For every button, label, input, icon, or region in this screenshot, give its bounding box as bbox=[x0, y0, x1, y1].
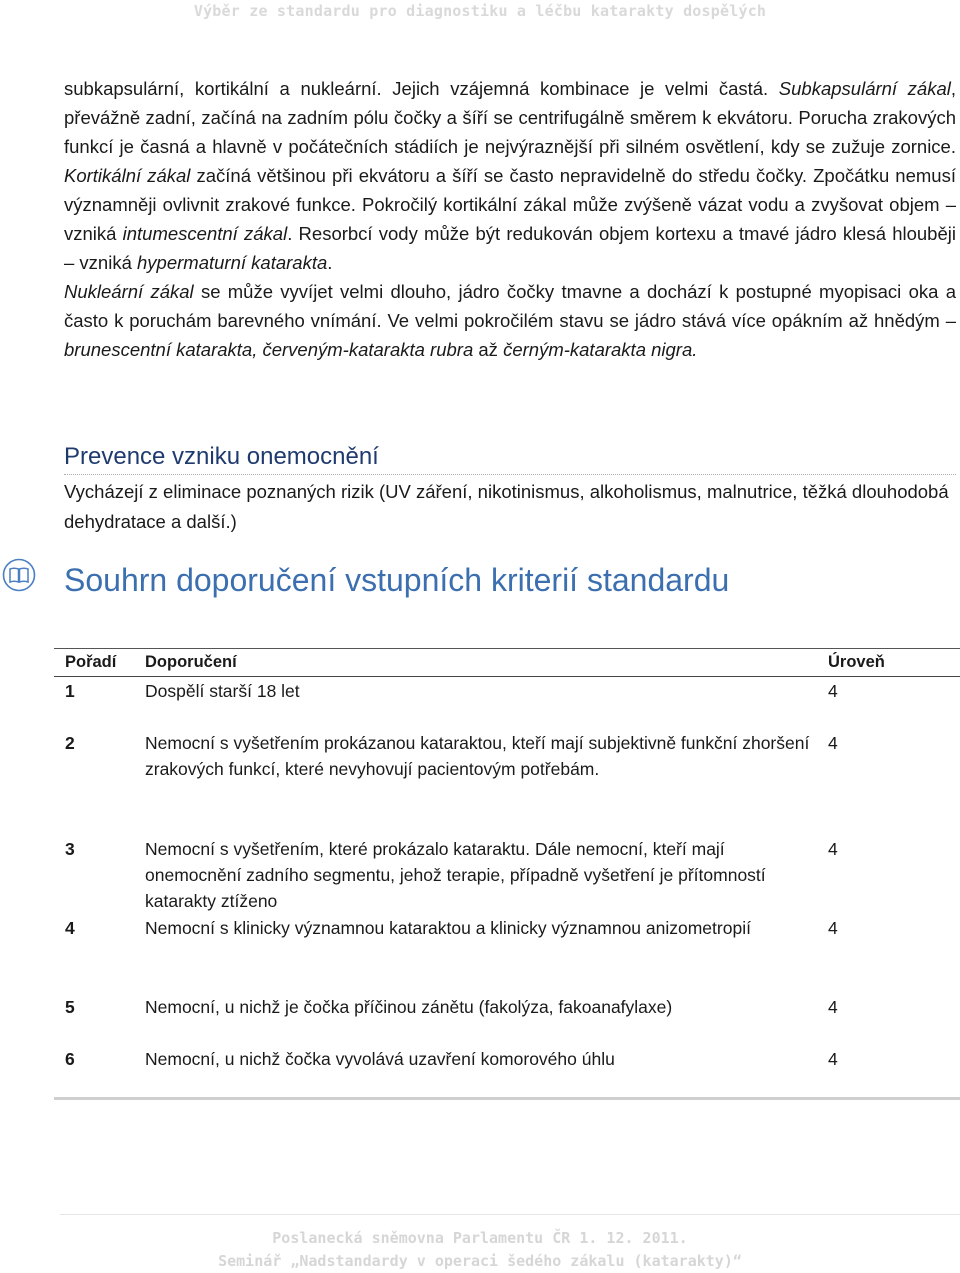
row-level: 4 bbox=[828, 918, 838, 938]
term-nigra: černým-katarakta nigra. bbox=[503, 339, 698, 360]
row-text: Nemocní s vyšetřením prokázanou kataraktou, kteří mají subjektivně funkční zhoršení zrakových funkcí, které nevyhovují pacientovým potřebám. bbox=[145, 733, 810, 779]
footer-divider bbox=[60, 1214, 960, 1215]
row-number: 3 bbox=[65, 839, 75, 859]
term-nuklearni: Nukleární zákal bbox=[64, 281, 194, 302]
row-number: 2 bbox=[65, 733, 75, 753]
section-divider bbox=[64, 474, 956, 475]
row-text: Nemocní s klinicky významnou kataraktou a klinicky významnou anizometropií bbox=[145, 918, 751, 938]
row-number: 5 bbox=[65, 997, 75, 1017]
row-level: 4 bbox=[828, 997, 838, 1017]
column-header-recommendation: Doporučení bbox=[145, 653, 237, 671]
footer-line-2: Seminář „Nadstandardy v operaci šedého zákalu (katarakty)“ bbox=[218, 1252, 742, 1270]
text-span: . Resorbcí vody může být redukován objem kortexu a tmavé jádro klesá hlouběji – vzniká bbox=[64, 223, 956, 273]
column-header-level: Úroveň bbox=[828, 653, 885, 671]
footer-line-1: Poslanecká sněmovna Parlamentu ČR 1. 12. 2011. bbox=[272, 1229, 688, 1247]
term-intumescentni: intumescentní zákal bbox=[122, 223, 288, 244]
row-level: 4 bbox=[828, 733, 838, 753]
text-span: se může vyvíjet velmi dlouho, jádro čočky tmavne a dochází k postupné myopisaci oka a často k poruchám barevného vnímání. Ve velmi pokročilém stavu se jádro stává více opákním až hnědým – bbox=[64, 281, 956, 331]
row-number: 1 bbox=[65, 681, 75, 701]
table-bottom-rule bbox=[54, 1097, 960, 1100]
table-header-rule bbox=[54, 676, 960, 677]
row-number: 6 bbox=[65, 1049, 75, 1069]
text-span: začíná většinou při ekvátoru a šíří se často nepravidelně do středu čočky. Zpočátku nemusí významněji ovlivnit zrakové funkce. Pokročilý kortikální zákal může zvýšeně vázat vodu a zvyšovat objem – vzniká bbox=[64, 165, 956, 244]
row-level: 4 bbox=[828, 681, 838, 701]
column-header-order: Pořadí bbox=[65, 653, 117, 671]
text-span: , převážně zadní, začíná na zadním pólu čočky a šíří se centrifugálně směrem k ekvátoru. Porucha zrakových funkcí je časná a hlavně v počátečních stádiích je nejvýraznější při silném osvětlení, kdy se zužuje zornice. bbox=[64, 78, 957, 157]
row-number: 4 bbox=[65, 918, 75, 938]
table-top-rule bbox=[54, 648, 960, 649]
term-kortikalni: Kortikální zákal bbox=[64, 165, 191, 186]
body-text bbox=[64, 74, 956, 364]
paragraph-nuklearni bbox=[64, 277, 956, 364]
row-text: Dospělí starší 18 let bbox=[145, 681, 300, 701]
row-text: Nemocní s vyšetřením, které prokázalo kataraktu. Dále nemocní, kteří mají onemocnění zadního segmentu, jehož terapie, případně vyšetření je přítomností katarakty ztíženo bbox=[145, 839, 766, 911]
term-brunescentni: brunescentní katarakta, červeným-katarakta rubra bbox=[64, 339, 474, 360]
text-span: subkapsulární, kortikální a nukleární. Jejich vzájemná kombinace je velmi častá. bbox=[64, 78, 769, 99]
paragraph-zakal-types bbox=[64, 74, 956, 277]
prevention-heading: Prevence vzniku onemocnění bbox=[64, 443, 379, 470]
row-level: 4 bbox=[828, 839, 838, 859]
row-text: Nemocní, u nichž čočka vyvolává uzavření komorového úhlu bbox=[145, 1049, 615, 1069]
term-hypermaturni: hypermaturní katarakta bbox=[137, 252, 328, 273]
term-subkapsularni: Subkapsulární zákal bbox=[778, 78, 951, 99]
text-span: až bbox=[473, 339, 504, 360]
summary-heading: Souhrn doporučení vstupních kriterií standardu bbox=[64, 562, 730, 598]
row-text: Nemocní, u nichž je čočka příčinou zánětu (fakolýza, fakoanafylaxe) bbox=[145, 997, 673, 1017]
row-level: 4 bbox=[828, 1049, 838, 1069]
prevention-text: Vycházejí z eliminace poznaných rizik (UV záření, nikotinismus, alkoholismus, malnutrice, těžká dlouhodobá dehydratace a další.) bbox=[64, 481, 949, 532]
text-span: . bbox=[327, 252, 333, 273]
book-icon bbox=[2, 558, 36, 592]
running-header: Výběr ze standardu pro diagnostiku a léčbu katarakty dospělých bbox=[193, 2, 767, 20]
